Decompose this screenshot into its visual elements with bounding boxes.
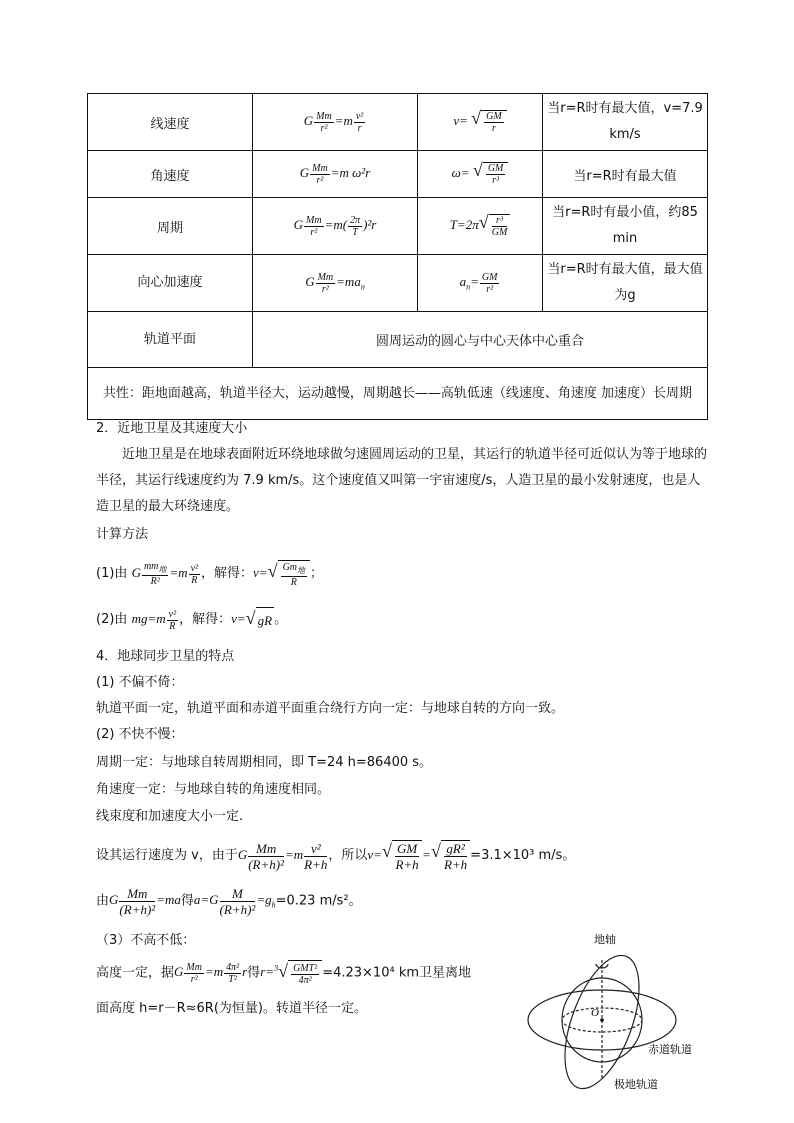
row-note: 圆周运动的圆心与中心天体中心重合 [253, 312, 708, 368]
row-name: 轨道平面 [88, 312, 253, 368]
speed-formula: 设其运行速度为 v，由于G $\frac{Mm}{\text{(R+h)²}}$ =m $\frac{\text{v²}}{R+h}$ ，所以v= √ $\frac{GM}{R+h}$ = √ $\frac{\text{gR²}}{R+h}$ =3.1×10³ m/s。 [96, 840, 712, 872]
row-formula: G $\frac{Mm}{\text{r²}}$ =m ω²r [253, 151, 418, 198]
row-result: $a_n=$ $\frac{GM}{\text{r²}}$ [418, 255, 543, 312]
point-1-body: 轨道平面一定，轨道平面和赤道平面重合绕行方向一定：与地球自转的方向一致。 [96, 701, 565, 716]
table-row [88, 94, 708, 151]
row-formula: G $\frac{Mm}{\text{r²}}$ $=ma_n$ [253, 255, 418, 312]
center-label: O [591, 1007, 599, 1019]
point-2-body-2: 角速度一定：与地球自转的角速度相同。 [96, 782, 331, 797]
point-3-body: 高度一定，据G $\frac{Mm}{\text{r²}}$ =m $\frac{\text{4π²}}{\text{T²}}$ r得r=$^3$ √ $\frac{\text{GMT²}}{\text{4π²}}$ =4.23×10⁴ km卫星离地 [96, 956, 516, 987]
table-row [88, 151, 708, 198]
row-note: 当r=R时有最大值，最大值为g [543, 255, 708, 312]
row-formula: G $\frac{Mm}{\text{r²}}$ =m( $\frac{2\pi}{T}$ )²r [253, 198, 418, 255]
polar-orbit-label: 极地轨道 [614, 1078, 658, 1091]
row-result: ω= √ $\frac{GM}{\text{r³}}$ [418, 151, 543, 198]
row-name: 角速度 [88, 151, 253, 198]
row-name: 线速度 [88, 94, 253, 151]
orbit-figure [524, 930, 714, 1105]
point-2-title: (2) 不快不慢： [96, 727, 184, 742]
method-2: (2)由 mg=m $\frac{\text{v²}}{R}$ ，解得：v=√ gR 。 [96, 606, 712, 634]
summary-table [87, 93, 708, 420]
point-3-title: （3）不高不低： [96, 933, 196, 948]
calc-title: 计算方法 [96, 527, 149, 542]
axis-label: 地轴 [594, 933, 616, 946]
row-result: v= √ $\frac{GM}{r}$ [418, 94, 543, 151]
row-note: 当r=R时有最大值 [543, 151, 708, 198]
section-4-title: 4．地球同步卫星的特点 [96, 649, 235, 664]
method-1: (1)由 G $\frac{mm_地}{\text{R²}}$ =m $\frac{\text{v²}}{R}$ ，解得：v= √ $\frac{Gm_地}{R}$ ； [96, 560, 712, 588]
table-row [88, 255, 708, 312]
point-2-body-3: 线束度和加速度大小一定. [96, 809, 244, 824]
section-2-title: 2．近地卫星及其速度大小 [96, 421, 248, 436]
equator-orbit-label: 赤道轨道 [648, 1043, 692, 1056]
row-note: 当r=R时有最小值，约85 min [543, 198, 708, 255]
table-row [88, 198, 708, 255]
row-name: 周期 [88, 198, 253, 255]
table-row [88, 368, 708, 420]
point-1-title: (1) 不偏不倚： [96, 675, 184, 690]
row-name: 向心加速度 [88, 255, 253, 312]
acc-formula: 由G $\frac{Mm}{\text{(R+h)²}}$ =ma得a=G $\frac{M}{\text{(R+h)²}}$ $=g_h=0.23$ m/s²。 [96, 886, 362, 917]
point-3-body-2: 面高度 h=r－R≈6R(为恒量)。转道半径一定。 [96, 1001, 367, 1016]
section-2-body: 近地卫星是在地球表面附近环绕地球做匀速圆周运动的卫星，其运行的轨道半径可近似认为等于地球的半径，其运行线速度约为 7.9 km/s。这个速度值又叫第一宇宙速度/s，人造卫星的最小发射速度，也是人造卫星的最大环绕速度。 [96, 447, 708, 514]
center-point [600, 1018, 604, 1022]
table-row [88, 312, 708, 368]
point-2-body-1: 周期一定：与地球自转周期相同，即 T=24 h=86400 s。 [96, 755, 433, 770]
row-result: T=2π √ $\frac{\text{r³}}{GM}$ [418, 198, 543, 255]
row-formula: G $\frac{Mm}{\text{r²}}$ =m $\frac{\text{v²}}{r}$ [253, 94, 418, 151]
row-note: 当r=R时有最大值，v=7.9 km/s [543, 94, 708, 151]
table-footer: 共性：距地面越高，轨道半径大，运动越慢，周期越长——高轨低速（线速度、角速度 加速度）长周期 [88, 368, 708, 420]
